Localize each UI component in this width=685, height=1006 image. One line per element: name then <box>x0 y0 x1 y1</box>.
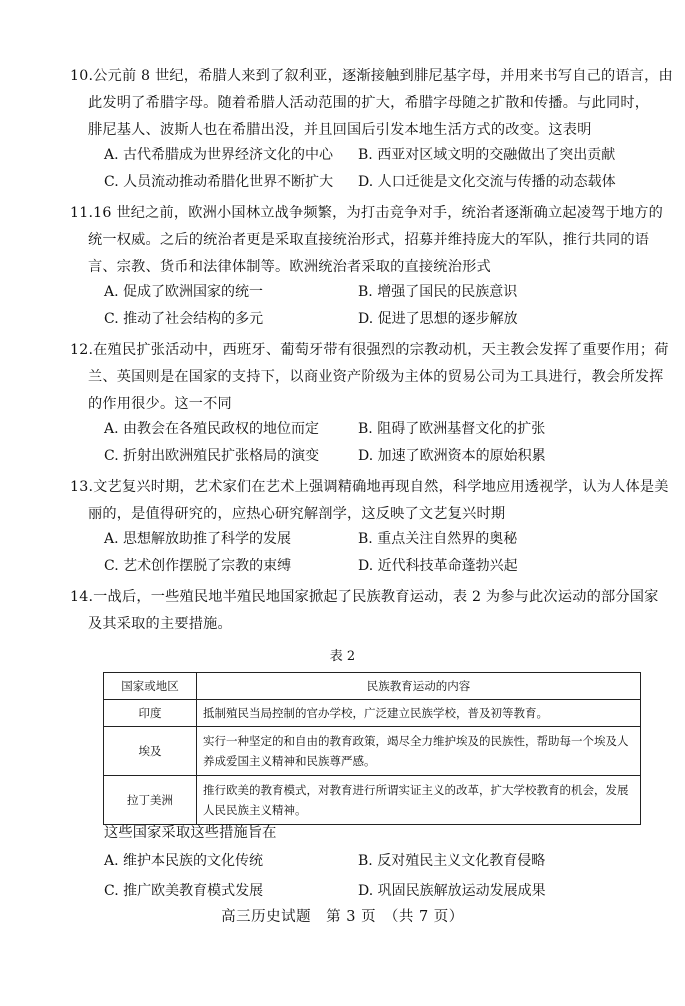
question-text-line: 10.公元前 8 世纪，希腊人来到了叙利亚，逐渐接触到腓尼基字母，并用来书写自己的语言，由 <box>70 68 673 84</box>
question-text-line: 及其采取的主要措施。 <box>88 616 232 632</box>
option-d[interactable]: D. 巩固民族解放运动发展成果 <box>358 883 546 899</box>
question-11 <box>70 203 664 331</box>
question-text-line: 11.16 世纪之前，欧洲小国林立战争频繁，为打击竞争对手，统治者逐渐确立起凌驾于地方的 <box>70 205 664 221</box>
option-d[interactable]: D. 促进了思想的逐步解放 <box>358 311 518 327</box>
question-14-followup <box>88 823 660 903</box>
question-text-line: 腓尼基人、波斯人也在希腊出没，并且回国后引发本地生活方式的改变。这表明 <box>88 122 592 138</box>
question-text-line: 丽的，是值得研究的，应热心研究解剖学，这反映了文艺复兴时期 <box>88 506 506 522</box>
option-a[interactable]: A. 古代希腊成为世界经济文化的中心 <box>104 147 334 163</box>
option-c[interactable]: C. 推动了社会结构的多元 <box>104 311 264 327</box>
options-row <box>104 527 660 551</box>
option-a[interactable]: A. 由教会在各殖民政权的地位而定 <box>104 421 320 437</box>
options-row <box>104 170 660 194</box>
option-d[interactable]: D. 人口迁徙是文化交流与传播的动态载体 <box>358 174 616 190</box>
question-text-line: 兰、英国则是在国家的支持下，以商业资产阶级为主体的贸易公司为工具进行，教会所发挥 <box>88 369 664 385</box>
question-text-line: 12.在殖民扩张活动中，西班牙、葡萄牙带有很强烈的宗教动机，天主教会发挥了重要作用；荷 <box>70 342 669 358</box>
option-a[interactable]: A. 维护本民族的文化传统 <box>104 853 264 869</box>
option-d[interactable]: D. 近代科技革命蓬勃兴起 <box>358 558 518 574</box>
options-row <box>104 307 660 331</box>
options-row <box>104 554 660 578</box>
question-12 <box>70 340 669 468</box>
question-14 <box>70 587 660 634</box>
table-cell-content: 推行欧美的教育模式，对教育进行所谓实证主义的改革，扩大学校教育的机会，发展人民民族主义精神。 <box>197 776 641 825</box>
option-b[interactable]: B. 增强了国民的民族意识 <box>358 284 518 300</box>
table-cell-country: 印度 <box>104 700 197 727</box>
question-text-line: 14.一战后，一些殖民地半殖民地国家掀起了民族教育运动，表 2 为参与此次运动的部分国家 <box>70 589 659 605</box>
table-row <box>104 727 641 776</box>
table-cell-content: 抵制殖民当局控制的官办学校，广泛建立民族学校，普及初等教育。 <box>197 700 641 727</box>
table-row <box>104 776 641 825</box>
table-header-row <box>104 673 641 700</box>
options-row <box>104 444 660 468</box>
options-row <box>104 143 660 167</box>
question-13 <box>70 477 669 578</box>
page-footer: 高三历史试题 第 3 页 （共 7 页） <box>221 909 464 925</box>
options-row <box>104 849 660 873</box>
options-row <box>104 417 660 441</box>
option-b[interactable]: B. 重点关注自然界的奥秘 <box>358 531 518 547</box>
option-b[interactable]: B. 反对殖民主义文化教育侵略 <box>358 853 546 869</box>
option-c[interactable]: C. 艺术创作摆脱了宗教的束缚 <box>104 558 292 574</box>
table-cell-content: 实行一种坚定的和自由的教育政策，竭尽全力维护埃及的民族性，帮助每一个埃及人养成爱国主义精神和民族尊严感。 <box>197 727 641 776</box>
question-stem: 这些国家采取这些措施旨在 <box>104 825 277 841</box>
table-header-content: 民族教育运动的内容 <box>197 673 641 700</box>
option-a[interactable]: A. 思想解放助推了科学的发展 <box>104 531 292 547</box>
table-cell-country: 拉丁美洲 <box>104 776 197 825</box>
options-row <box>104 280 660 304</box>
option-c[interactable]: C. 折射出欧洲殖民扩张格局的演变 <box>104 448 320 464</box>
question-text-line: 言、宗教、货币和法律体制等。欧洲统治者采取的直接统治形式 <box>88 259 491 275</box>
option-b[interactable]: B. 阻碍了欧洲基督文化的扩张 <box>358 421 546 437</box>
options-row <box>104 879 660 903</box>
table-title: 表 2 <box>329 649 356 664</box>
question-10 <box>70 66 673 194</box>
table-row <box>104 700 641 727</box>
option-c[interactable]: C. 人员流动推动希腊化世界不断扩大 <box>104 174 334 190</box>
table-2 <box>103 672 641 825</box>
question-text-line: 此发明了希腊字母。随着希腊人活动范围的扩大，希腊字母随之扩散和传播。与此同时， <box>88 95 650 111</box>
option-d[interactable]: D. 加速了欧洲资本的原始积累 <box>358 448 546 464</box>
table-cell-country: 埃及 <box>104 727 197 776</box>
option-a[interactable]: A. 促成了欧洲国家的统一 <box>104 284 264 300</box>
option-b[interactable]: B. 西亚对区域文明的交融做出了突出贡献 <box>358 147 616 163</box>
question-text-line: 统一权威。之后的统治者更是采取直接统治形式，招募并维持庞大的军队，推行共同的语 <box>88 232 650 248</box>
question-text-line: 13.文艺复兴时期，艺术家们在艺术上强调精确地再现自然，科学地应用透视学，认为人体是美 <box>70 479 669 495</box>
option-c[interactable]: C. 推广欧美教育模式发展 <box>104 883 264 899</box>
question-text-line: 的作用很少。这一不同 <box>88 396 232 412</box>
table-header-country: 国家或地区 <box>104 673 197 700</box>
